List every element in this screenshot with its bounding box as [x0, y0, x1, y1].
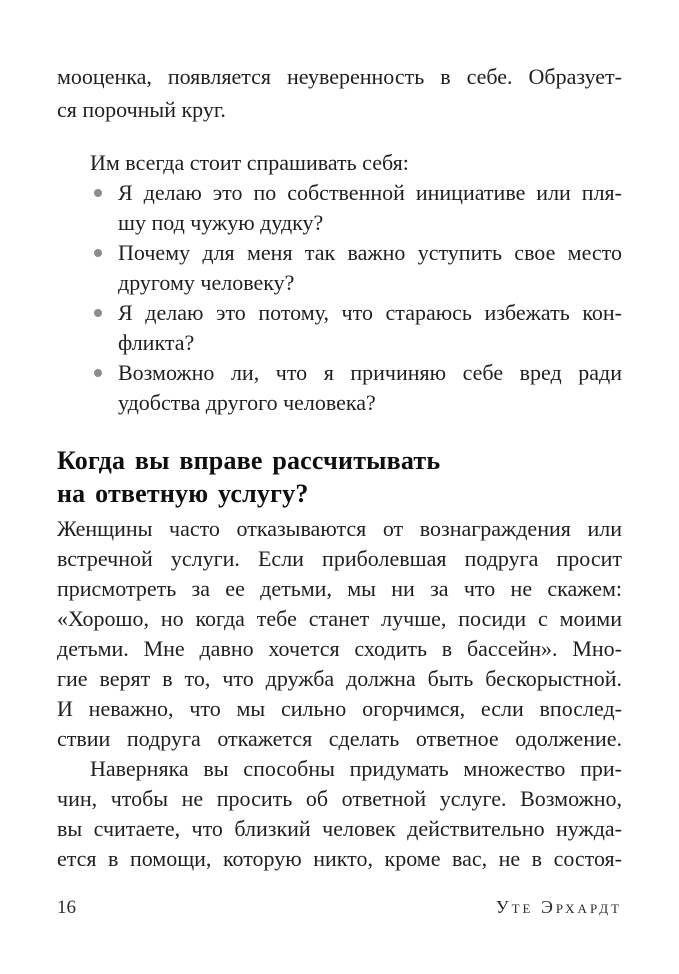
text-line: гие верят в то, что дружба должна быть бескорыстной. — [57, 666, 622, 691]
text-line: ся порочный круг. — [57, 97, 226, 122]
text-line: ется в помощи, которую никто, кроме вас, не в состоя- — [57, 846, 622, 871]
list-item — [57, 358, 622, 418]
list-item — [57, 298, 622, 358]
text-line: Почему для меня так важно уступить свое место — [118, 240, 622, 265]
text-line: Женщины часто отказываются от вознаграждения или — [57, 516, 622, 541]
text-line: ствии подруга откажется сделать ответное одолжение. — [57, 726, 622, 751]
heading-line: на ответную услугу? — [57, 479, 309, 508]
text-line: шу под чужую дудку? — [118, 210, 324, 235]
page-number: 16 — [57, 897, 76, 918]
question-list — [57, 178, 622, 418]
text-line: мооценка, появляется неуверенность в себе. Образует- — [57, 64, 622, 89]
text-line: фликта? — [118, 330, 195, 355]
running-head: Уте Эрхардт — [495, 897, 622, 917]
text-line: «Хорошо, но когда тебе станет лучше, посиди с моими — [57, 606, 622, 631]
text-line: детьми. Мне давно хочется сходить в бассейн». Мно- — [57, 636, 622, 661]
heading-line: Когда вы вправе рассчитывать — [57, 446, 441, 475]
second-paragraph — [57, 754, 622, 874]
lead-in-sentence: Им всегда стоит спрашивать себя: — [90, 150, 409, 175]
bullet-icon — [94, 189, 102, 197]
bullet-icon — [94, 309, 102, 317]
text-line: чин, чтобы не просить об ответной услуге. Возможно, — [57, 786, 622, 811]
page-footer — [57, 897, 622, 919]
text-line: Я делаю это по собственной инициативе или пля- — [118, 180, 622, 205]
text-line: Я делаю это потому, что стараюсь избежать кон- — [118, 300, 622, 325]
text-line: Возможно ли, что я причиняю себе вред ради — [118, 360, 622, 385]
text-line: И неважно, что мы сильно огорчимся, если впослед- — [57, 696, 622, 721]
text-line: вы считаете, что близкий человек действительно нужда- — [57, 816, 622, 841]
main-paragraph — [57, 514, 622, 754]
bullet-icon — [94, 249, 102, 257]
text-line: удобства другого человека? — [118, 390, 376, 415]
text-line: Наверняка вы способны придумать множество при- — [90, 756, 622, 781]
page-content — [57, 0, 622, 874]
intro-paragraph — [57, 60, 622, 126]
text-line: встречной услуги. Если приболевшая подруга просит — [57, 546, 622, 571]
section-heading — [57, 444, 622, 510]
bullet-icon — [94, 369, 102, 377]
text-line: присмотреть за ее детьми, мы ни за что не скажем: — [57, 576, 622, 601]
list-item — [57, 238, 622, 298]
text-line: другому человеку? — [118, 270, 295, 295]
list-item — [57, 178, 622, 238]
